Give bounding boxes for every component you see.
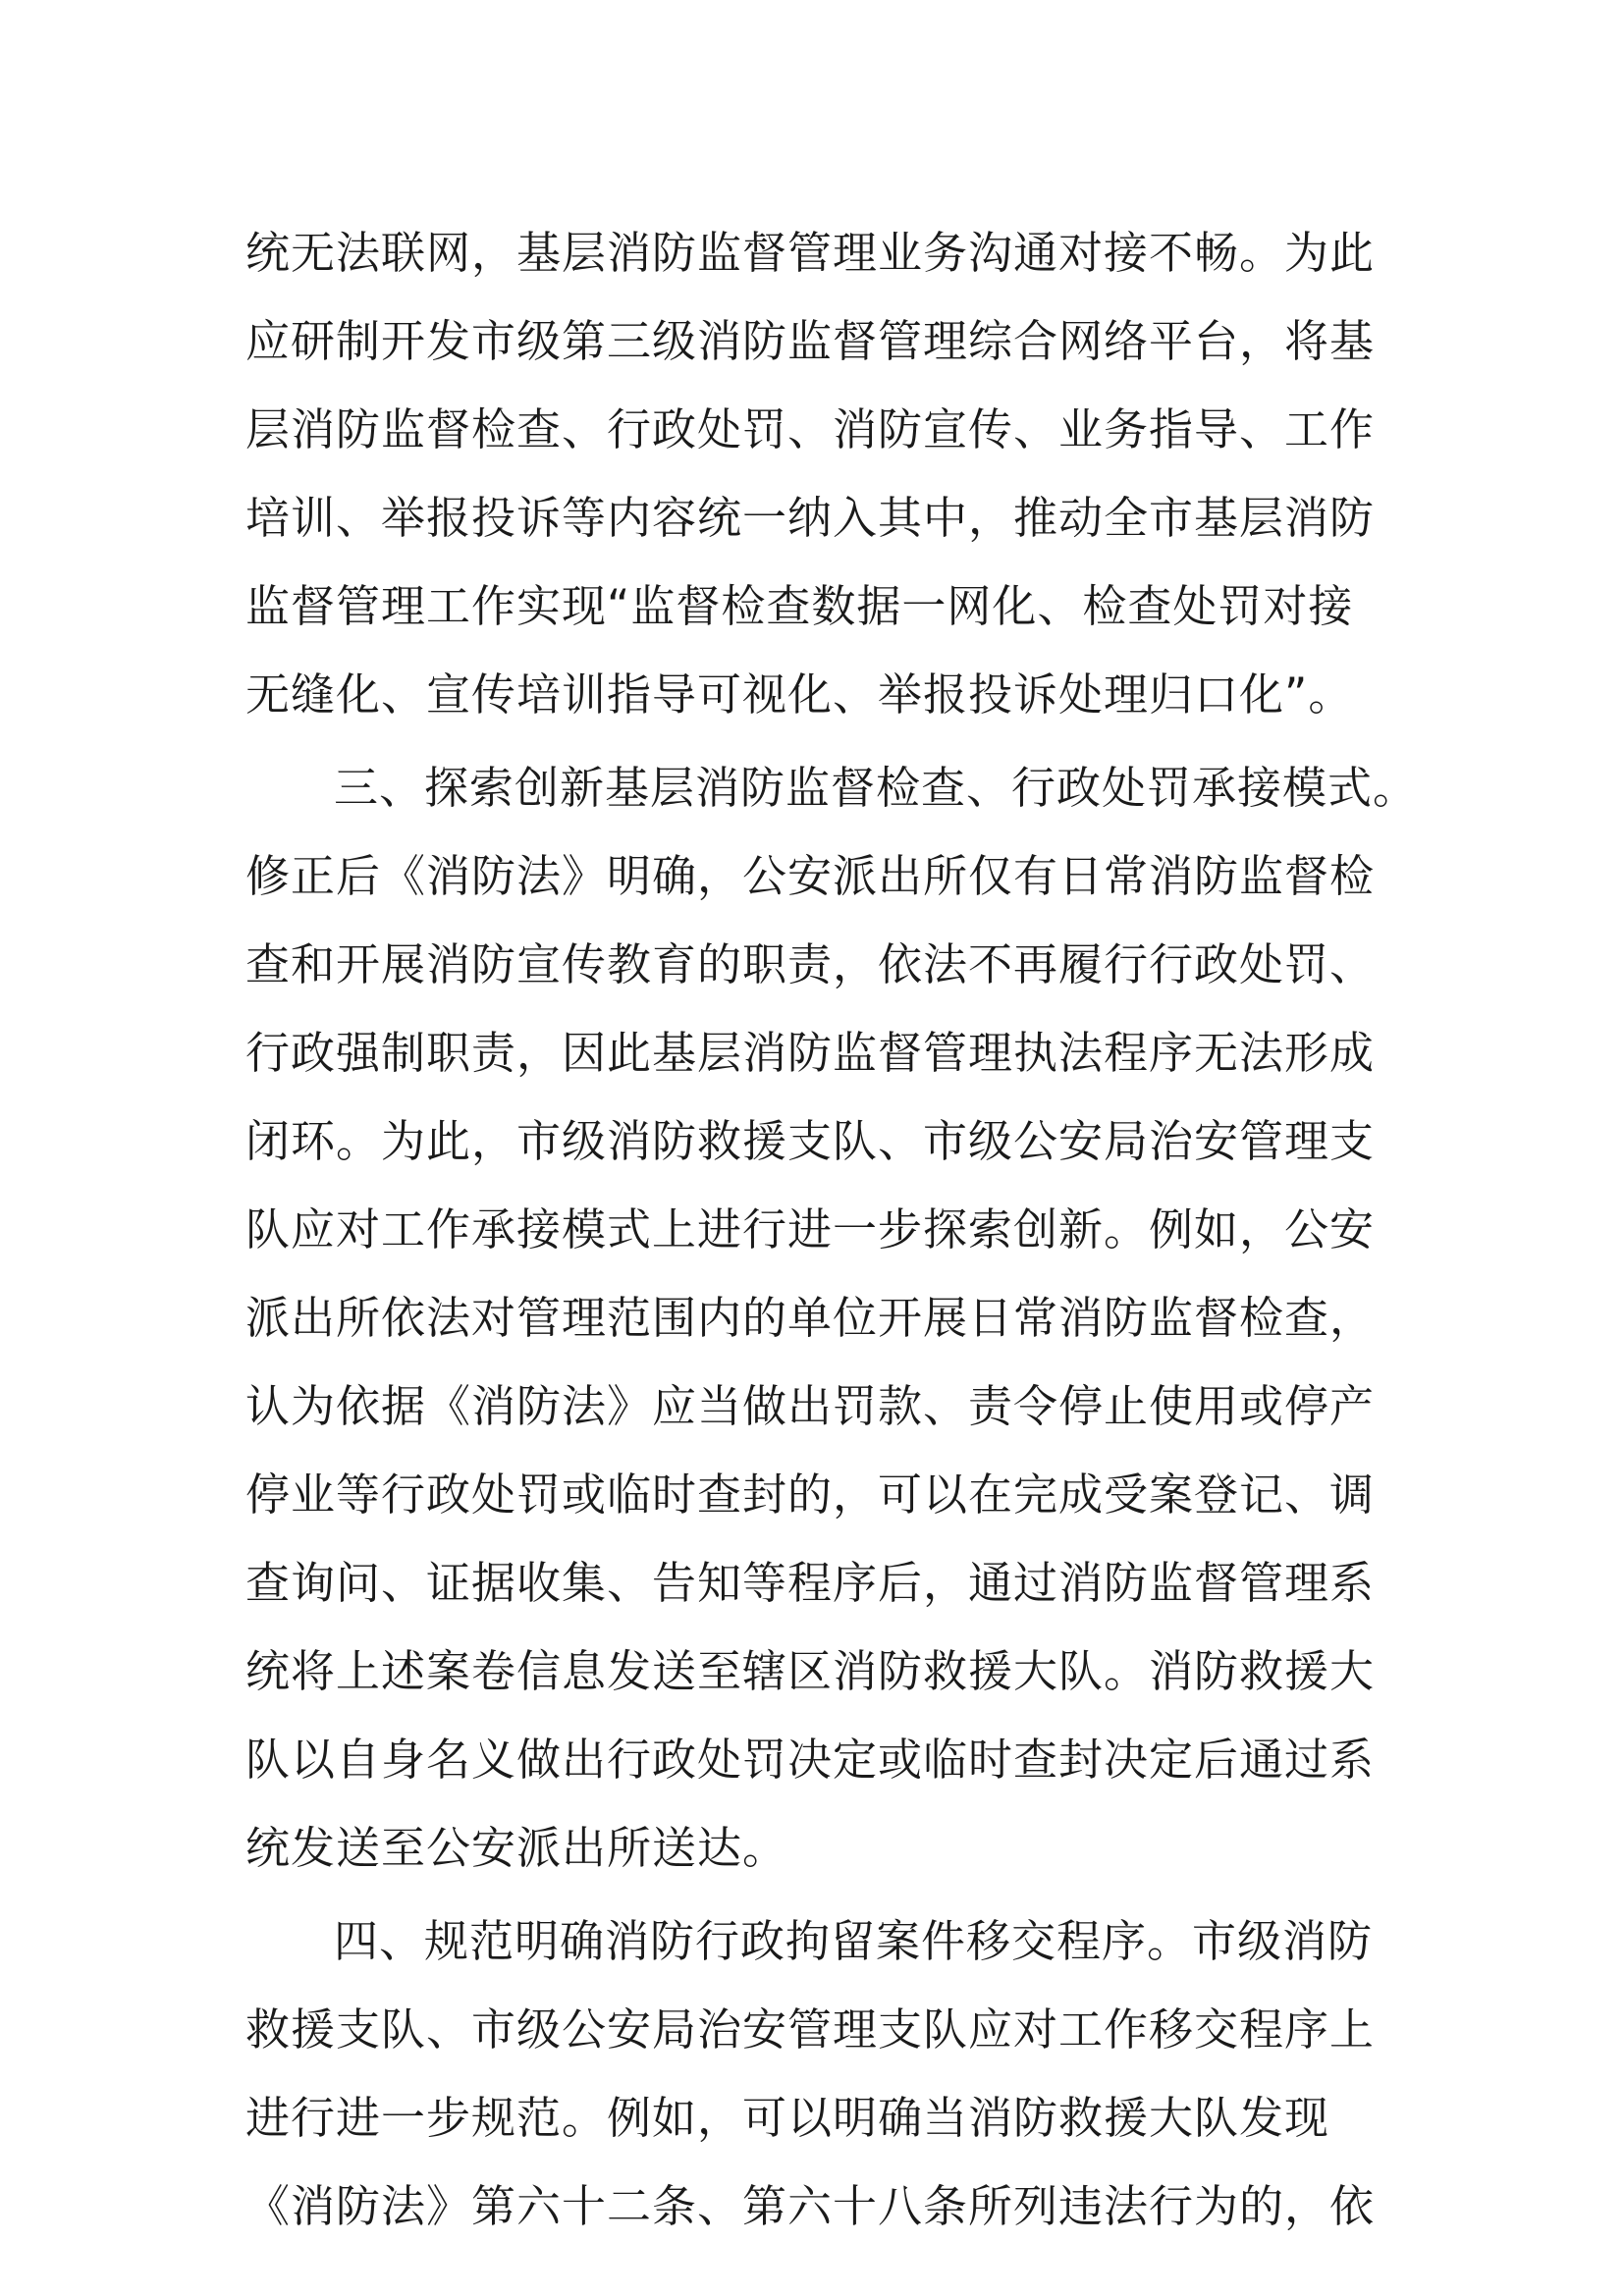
text-line: 《消防法》第六十二条、第六十八条所列违法行为的，依 xyxy=(245,2180,1376,2232)
text-line: 救援支队、市级公安局治安管理支队应对工作移交程序上 xyxy=(245,2003,1376,2056)
text-line: 停业等行政处罚或临时查封的，可以在完成受案登记、调 xyxy=(245,1468,1376,1521)
text-line: 监督管理工作实现“监督检查数据一网化、检查处罚对接 xyxy=(245,580,1354,632)
text-line: 层消防监督检查、行政处罚、消防宣传、业务指导、工作 xyxy=(245,403,1376,455)
text-line: 应研制开发市级第三级消防监督管理综合网络平台，将基 xyxy=(245,315,1376,367)
text-line: 查和开展消防宣传教育的职责，依法不再履行行政处罚、 xyxy=(245,938,1376,990)
text-line: 闭环。为此，市级消防救援支队、市级公安局治安管理支 xyxy=(245,1115,1376,1167)
text-line: 查询问、证据收集、告知等程序后，通过消防监督管理系 xyxy=(245,1557,1376,1609)
text-line: 进行进一步规范。例如，可以明确当消防救援大队发现 xyxy=(245,2092,1330,2144)
text-line: 统无法联网，基层消防监督管理业务沟通对接不畅。为此 xyxy=(245,227,1376,279)
text-line: 派出所依法对管理范围内的单位开展日常消防监督检查， xyxy=(245,1292,1376,1344)
text-line: 队应对工作承接模式上进行进一步探索创新。例如，公安 xyxy=(245,1203,1376,1255)
text-line: 队以自身名义做出行政处罚决定或临时查封决定后通过系 xyxy=(245,1734,1376,1786)
text-line: 修正后《消防法》明确，公安派出所仅有日常消防监督检 xyxy=(245,850,1376,902)
text-line: 培训、举报投诉等内容统一纳入其中，推动全市基层消防 xyxy=(245,492,1376,544)
text-line: 无缝化、宣传培训指导可视化、举报投诉处理归口化”。 xyxy=(245,668,1354,721)
text-line: 统将上述案卷信息发送至辖区消防救援大队。消防救援大 xyxy=(245,1645,1376,1697)
text-line: 统发送至公安派出所送达。 xyxy=(245,1822,788,1874)
section-heading-4: 四、规范明确消防行政拘留案件移交程序。市级消防 xyxy=(334,1915,1374,1967)
text-line: 认为依据《消防法》应当做出罚款、责令停止使用或停产 xyxy=(245,1380,1376,1432)
section-heading-3: 三、探索创新基层消防监督检查、行政处罚承接模式。 xyxy=(334,762,1419,814)
text-line: 行政强制职责，因此基层消防监督管理执法程序无法形成 xyxy=(245,1027,1376,1079)
